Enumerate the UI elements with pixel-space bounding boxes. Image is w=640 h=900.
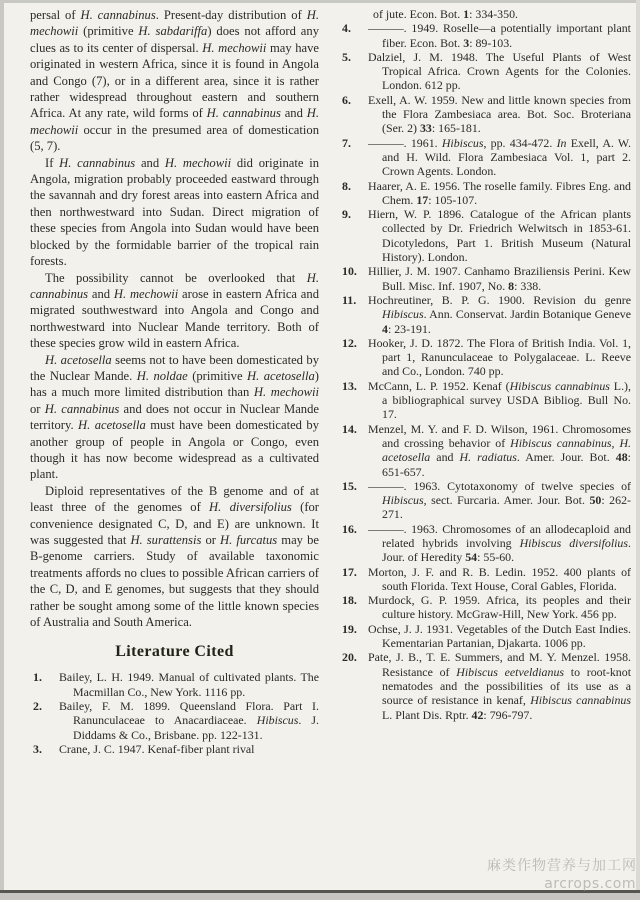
species-name: H. noldae — [136, 368, 188, 383]
reference-number: 13. — [342, 378, 357, 393]
reference-number: 1. — [33, 670, 42, 685]
species-name: H. mechowii — [30, 8, 319, 39]
reference-item — [342, 650, 631, 721]
body-paragraph — [30, 7, 319, 155]
volume-number: 48 — [615, 450, 628, 465]
reference-item — [342, 522, 631, 565]
text-run: (primitive — [78, 24, 139, 39]
reference-text — [368, 179, 631, 207]
species-name: H. cannabinus — [59, 155, 136, 170]
text-run: Hochreutiner, B. P. G. 1900. Revision du genre — [368, 292, 631, 307]
species-name: H. cannabinus — [80, 8, 156, 22]
body-paragraph — [30, 155, 319, 270]
text-run: Hiern, W. P. 1896. Catalogue of the African plants collected by Dr. Friedrich Welwitsch in 1853-61. Dicotyledons, Part 1. British Museum (Natural History). London. — [368, 207, 631, 265]
reference-number: 19. — [342, 621, 357, 636]
text-run: Hillier, J. M. 1907. Canhamo Braziliensis Perini. Kew Bull. Misc. Inf. 1907, No. — [368, 264, 631, 293]
species-name: H. acetosella — [78, 418, 146, 433]
text-run: or — [30, 401, 45, 416]
reference-list-right — [339, 21, 631, 722]
text-run: arose in eastern Africa and migrated southwestward into Angola and Congo and northwestward into Nuclear Mande territory. Both of these species grow wild in eastern Africa. — [30, 286, 319, 351]
text-run: The possibility cannot be overlooked that — [45, 270, 307, 285]
text-run: Diploid representatives of the B genome and of at least three of the genomes of — [30, 483, 319, 515]
text-run: : 23-191. — [387, 321, 431, 336]
reference-item — [342, 565, 631, 594]
reference-list-left — [30, 670, 319, 756]
reference-text — [368, 422, 631, 479]
text-run: seems not to have been domesticated by the Nuclear Mande. — [30, 352, 319, 383]
species-name: H. furcatus — [220, 533, 278, 547]
reference-item — [342, 264, 631, 293]
reference-item — [342, 479, 631, 522]
species-name: H. radiatus — [459, 450, 517, 465]
text-run: (for convenience designated C, D, and E) are unknown. It was suggested that — [30, 500, 319, 547]
reference-number: 9. — [342, 207, 351, 222]
text-run: Hooker, J. D. 1872. The Flora of British India. Vol. 1, part 1, Ranunculaceae to Polygalaceae. L. Reeve and Co., London. 740 pp. — [368, 335, 631, 379]
reference-item — [342, 207, 631, 264]
volume-number: 3 — [463, 35, 470, 50]
text-run: Haarer, A. E. 1956. The roselle family. Fibres Eng. and Chem. — [368, 178, 631, 207]
text-run: Crane, J. C. 1947. Kenaf-fiber plant rival — [59, 741, 255, 756]
reference-text — [368, 379, 631, 422]
text-run: occur in the presumed area of domestication (5, 7). — [30, 122, 319, 154]
text-run: or — [201, 533, 221, 547]
text-run: Bailey, F. M. 1899. Queensland Flora. Part I. Ranunculaceae to Anacardiaceae. — [59, 699, 319, 728]
text-run: : 651-657. — [382, 450, 631, 479]
reference-item — [33, 742, 319, 756]
text-run: Murdock, G. P. 1959. Africa, its peoples and their culture history. McGraw-Hill, New York. 456 pp. — [368, 593, 631, 622]
text-run: persal of — [30, 8, 81, 22]
text-run: L. Plant Dis. Rptr. — [382, 707, 472, 722]
text-run: to root-knot nematodes and the possibilities of its use as a source of resistance in kenaf, — [382, 664, 631, 708]
text-run: : 338. — [514, 278, 542, 293]
volume-number: 33 — [419, 121, 432, 136]
reference-number: 11. — [342, 292, 357, 307]
text-run: , sect. Furcaria. Amer. Jour. Bot. — [423, 493, 590, 508]
text-run: If — [45, 155, 60, 170]
species-name: H. mechowii — [113, 286, 179, 301]
reference-number: 18. — [342, 593, 357, 608]
species-name: H. mechowii — [202, 40, 267, 55]
text-run: may be B-genome carriers. Study of available taxonomic treatments affords no clues to possible African carriers of the C, D, and E genomes, but suggests that they should rather be sought among some of the little known species of Australia and South America. — [30, 533, 319, 630]
text-run: ———. 1963. Cytotaxonomy of twelve species of — [368, 478, 631, 493]
reference-number: 2. — [33, 699, 42, 714]
reference-text — [59, 670, 319, 698]
text-run: ) has a much more limited distribution than — [30, 368, 319, 400]
species-name: Hibiscus — [382, 493, 424, 508]
scan-edge-top — [0, 0, 640, 3]
reference-item — [342, 293, 631, 336]
species-name: H. cannabinus — [30, 270, 319, 301]
text-run: ———. 1949. Roselle—a potentially important plant fiber. Econ. Bot. — [368, 21, 631, 50]
right-column — [339, 7, 631, 891]
species-name: H. sabdariffa — [138, 24, 208, 39]
text-run: and — [135, 155, 165, 170]
reference-text — [368, 479, 631, 522]
reference-item — [342, 21, 631, 50]
watermark-cjk-text: 麻类作物营养与加工网 — [487, 858, 637, 874]
text-run: . Amer. Jour. Bot. — [516, 450, 616, 465]
species-name: Hibiscus eetveldianus — [456, 664, 565, 679]
volume-number: 8 — [508, 278, 515, 293]
reference-number: 20. — [342, 650, 357, 665]
reference-text — [59, 742, 254, 756]
reference-text — [59, 699, 319, 742]
species-name: Hibiscus — [441, 135, 484, 150]
reference-text — [368, 650, 631, 721]
species-name: H. surattensis — [130, 533, 202, 547]
reference-number: 7. — [342, 135, 351, 150]
scan-edge-bottom — [0, 893, 640, 900]
text-run: Ochse, J. J. 1931. Vegetables of the Dutch East Indies. Kementarian Partanian, Djakarta. 1006 pp. — [368, 621, 631, 651]
text-run: : 89-103. — [469, 35, 513, 50]
reference-item — [33, 699, 319, 742]
text-run: ) does not afford any clues as to its center of dispersal. — [30, 24, 319, 55]
scan-edge-left — [0, 0, 4, 900]
volume-number: 1 — [463, 7, 470, 21]
species-name: Hibiscus cannabinus, H. acetosella — [382, 435, 631, 465]
reference-text — [368, 593, 631, 621]
reference-number: 15. — [342, 478, 357, 493]
text-run: . Ann. Conservat. Jardin Botanique Geneve — [423, 307, 631, 322]
species-name: H. cannabinus — [44, 401, 120, 416]
text-run: Bailey, L. H. 1949. Manual of cultivated plants. The Macmillan Co., New York. 1116 pp. — [59, 670, 319, 699]
text-run: of jute. Econ. Bot. — [373, 7, 464, 21]
reference-number: 12. — [342, 335, 357, 350]
reference-text — [368, 336, 631, 379]
reference-item — [342, 422, 631, 479]
reference-number: 10. — [342, 264, 357, 279]
species-name: H. mechowii — [30, 106, 319, 137]
text-run: Exell, A. W. 1959. New and little known species from the Flora Zambesiaca area. Bot. Soc. Broteriana (Ser. 2) — [368, 92, 631, 136]
reference-text — [368, 207, 631, 264]
body-paragraph — [30, 352, 319, 483]
text-run: may have originated in western Africa, since it is found in Angola and Congo (7), or in a different area, since it is rather rather widespread throughout eastern and southern Africa. At any rate, wild forms of — [30, 40, 319, 121]
text-run: Exell, A. W. and H. Wild. Flora Zambesiaca Vol. 1, part 2. Crown Agents. London. — [382, 135, 631, 179]
body-paragraph — [30, 270, 319, 352]
text-run: Morton, J. F. and R. B. Ledin. 1952. 400 plants of south Florida. Text House, Coral Gables, Florida. — [368, 564, 631, 593]
reference-text — [368, 622, 631, 650]
reference-number: 5. — [342, 49, 351, 64]
text-run: Pate, J. B., T. E. Summers, and M. Y. Menzel. 1958. Resistance of — [368, 650, 631, 679]
species-name: H. acetosella — [45, 352, 112, 367]
reference-text — [368, 93, 631, 136]
species-name: Hibiscus diversifolius — [519, 535, 628, 550]
reference-text — [368, 50, 631, 93]
volume-number: 42 — [471, 707, 484, 722]
species-name: H. diversifolius — [209, 500, 292, 515]
reference-number: 3. — [33, 741, 42, 756]
volume-number: 54 — [465, 550, 478, 565]
text-run: Menzel, M. Y. and F. D. Wilson, 1961. Chromosomes and crossing behavior of — [368, 421, 631, 450]
text-run: and does not occur in Nuclear Mande territory. — [30, 401, 319, 433]
reference-item — [342, 336, 631, 379]
reference-item — [342, 593, 631, 622]
text-run: ———. 1963. Chromosomes of an allodecaploid and related hybrids involving — [368, 521, 631, 550]
volume-number: 50 — [589, 493, 602, 508]
body-paragraphs — [30, 7, 319, 630]
text-run: . Jour. of Heredity — [382, 535, 631, 565]
scan-edge-right — [636, 0, 640, 900]
text-run: : 334-350. — [469, 7, 518, 21]
reference-item — [342, 93, 631, 136]
reference-text — [368, 21, 631, 49]
reference-number: 4. — [342, 21, 351, 36]
reference-text — [368, 293, 631, 336]
species-name: H. acetosella — [247, 368, 315, 383]
reference-item — [33, 670, 319, 699]
reference-text — [368, 565, 631, 593]
reference-number: 6. — [342, 92, 351, 107]
species-name: Hibiscus — [382, 307, 424, 322]
species-name: H. cannabinus — [206, 106, 281, 121]
text-run: and — [430, 450, 460, 465]
reference-number: 8. — [342, 178, 351, 193]
species-name: H. mechowii — [164, 155, 232, 170]
text-run: : 262-271. — [382, 493, 631, 522]
literature-cited-heading: Literature Cited — [115, 643, 234, 661]
reference-item — [342, 136, 631, 179]
text-run: did originate in Angola, migration probably proceeded eastward through the savannah and dry forest areas into eastern Africa and then northwestward into Sudan. Direct migration of these species from Angola into Sudan would have been blocked by the formidable barrier of the tropical rain forests. — [30, 155, 319, 269]
reference-text — [368, 264, 631, 292]
text-run: L.), a bibliographical survey USDA Bibliog. Bull No. 17. — [382, 378, 631, 422]
reference-text — [368, 136, 631, 179]
left-column — [30, 7, 319, 891]
species-name: In — [556, 135, 567, 150]
text-run: must have been domesticated by another group of people in Angola or Congo, even though it has now become widespread as a cultivated plant. — [30, 418, 319, 482]
volume-number: 17 — [416, 192, 429, 207]
text-run: McCann, L. P. 1952. Kenaf ( — [368, 378, 510, 393]
text-run: and — [280, 106, 307, 121]
text-run: , pp. 434-472. — [483, 135, 557, 150]
text-run: Dalziel, J. M. 1948. The Useful Plants of West Tropical Africa. Crown Agents for the Colonies. London. 612 pp. — [368, 49, 631, 93]
reference-number: 17. — [342, 564, 357, 579]
species-name: Hibiscus cannabinus — [509, 378, 610, 393]
text-run: . J. Diddams & Co., Brisbane. pp. 122-131. — [73, 713, 319, 742]
reference-item — [342, 622, 631, 651]
text-run: . Present-day distribution of — [155, 8, 307, 22]
text-run: : 165-181. — [431, 121, 481, 136]
species-name: Hibiscus — [256, 713, 299, 728]
reference-number: 16. — [342, 521, 357, 536]
text-run: and — [88, 286, 114, 301]
text-run: : 55-60. — [477, 550, 515, 565]
volume-number: 4 — [382, 321, 388, 336]
text-run: ———. 1961. — [368, 135, 442, 150]
body-paragraph — [30, 483, 319, 631]
reference-item — [342, 179, 631, 208]
reference-item — [342, 379, 631, 422]
watermark-domain-text: arcrops.com — [544, 876, 636, 892]
reference-text — [368, 522, 631, 565]
species-name: H. mechowii — [253, 385, 319, 400]
text-run: : 796-797. — [483, 707, 533, 722]
text-run: (primitive — [187, 368, 248, 383]
reference-item — [342, 50, 631, 93]
reference-number: 14. — [342, 421, 357, 436]
reference-carryover-line — [339, 7, 631, 21]
species-name: Hibiscus cannabinus — [530, 693, 631, 708]
text-run: : 105-107. — [428, 192, 478, 207]
